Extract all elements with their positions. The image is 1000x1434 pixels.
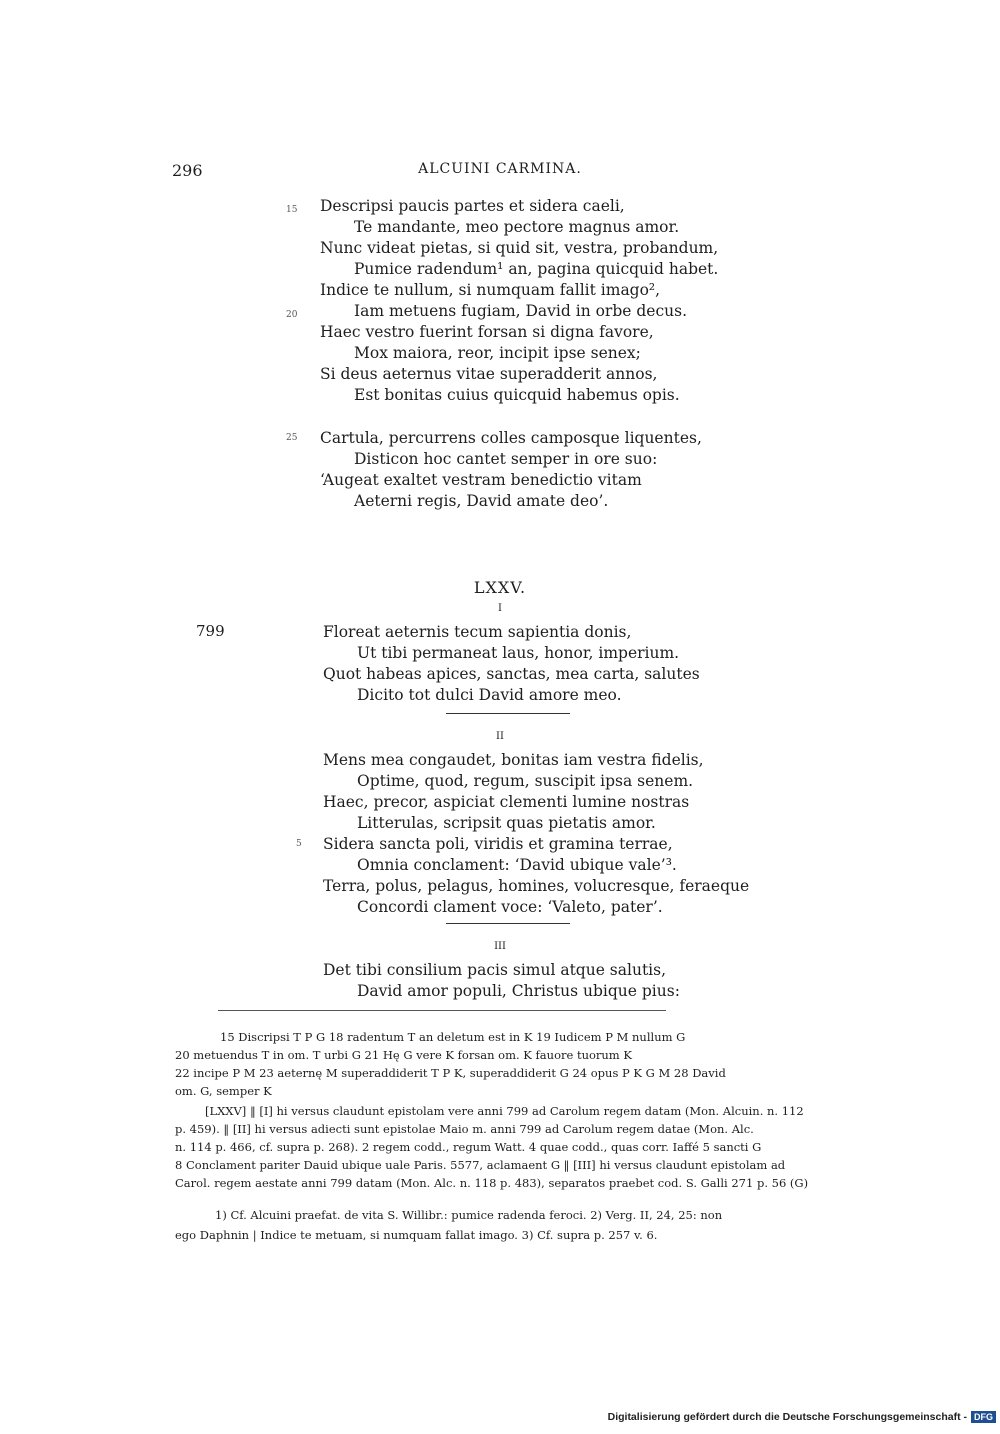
verse-line: Sidera sancta poli, viridis et gramina terrae,: [323, 835, 673, 853]
verse-line: Nunc videat pietas, si quid sit, vestra, probandum,: [320, 239, 719, 257]
verse-line: Iam metuens fugiam, David in orbe decus.: [354, 302, 688, 320]
apparatus-line: 15 Discripsi T P G 18 radentum T an deletum est in K 19 Iudicem P M nullum G: [220, 1030, 686, 1044]
section-divider: [446, 713, 570, 714]
section-divider: [446, 923, 570, 924]
verse-line: Quot habeas apices, sanctas, mea carta, salutes: [323, 665, 700, 683]
verse-line: Cartula, percurrens colles camposque liquentes,: [320, 429, 702, 447]
apparatus-line: [LXXV] ‖ [I] hi versus claudunt epistolam vere anni 799 ad Carolum regem datam (Mon. Alcuin. n. 112: [205, 1104, 804, 1118]
verse-line: Concordi clament voce: ‘Valeto, pater’.: [357, 898, 663, 916]
part-label-iii: III: [494, 941, 506, 952]
verse-line: Det tibi consilium pacis simul atque salutis,: [323, 961, 667, 979]
apparatus-line: 8 Conclament pariter Dauid ubique uale Paris. 5577, aclamaent G ‖ [III] hi versus claudunt epistolam ad: [175, 1158, 786, 1172]
footnote-line: ego Daphnin | Indice te metuam, si numquam fallat imago. 3) Cf. supra p. 257 v. 6.: [175, 1228, 658, 1242]
apparatus-line: om. G, semper K: [175, 1084, 272, 1098]
line-number-15: 15: [286, 205, 298, 215]
verse-line: Mox maiora, reor, incipit ipse senex;: [354, 344, 641, 362]
verse-line: Pumice radendum¹ an, pagina quicquid habet.: [354, 260, 719, 278]
poem-title: LXXV.: [473, 578, 527, 597]
verse-line: Haec vestro fuerint forsan si digna favore,: [320, 323, 654, 341]
apparatus-line: Carol. regem aestate anni 799 datam (Mon. Alc. n. 118 p. 483), separatos praebet cod. S. Galli 271 p. 56 (G): [175, 1176, 809, 1190]
verse-line: Omnia conclament: ‘David ubique vale’³.: [357, 856, 677, 874]
verse-line: Te mandante, meo pectore magnus amor.: [354, 218, 680, 236]
running-title: ALCUINI CARMINA.: [418, 161, 582, 177]
part-label-ii: II: [496, 731, 504, 742]
verse-line: ‘Augeat exaltet vestram benedictio vitam: [320, 471, 642, 489]
page-number: 296: [172, 161, 203, 180]
verse-line: Mens mea congaudet, bonitas iam vestra fidelis,: [323, 751, 704, 769]
digitization-credit: [608, 1411, 996, 1423]
verse-line: Ut tibi permaneat laus, honor, imperium.: [357, 644, 680, 662]
apparatus-line: n. 114 p. 466, cf. supra p. 268). 2 regem codd., regum Watt. 4 quae codd., quas corr. Iaffé 5 sancti G: [175, 1140, 762, 1154]
verse-line: Indice te nullum, si numquam fallit imago²,: [320, 281, 661, 299]
line-number-25: 25: [286, 433, 298, 443]
verse-line: David amor populi, Christus ubique pius:: [357, 982, 680, 1000]
line-number-20: 20: [286, 310, 298, 320]
dfg-logo-icon: DFG: [971, 1411, 996, 1423]
line-number-5: 5: [296, 839, 302, 849]
verse-line: Si deus aeternus vitae superadderit annos,: [320, 365, 658, 383]
credit-text: Digitalisierung gefördert durch die Deutsche Forschungsgemeinschaft -: [607, 1411, 967, 1423]
verse-line: Disticon hoc cantet semper in ore suo:: [354, 450, 658, 468]
part-label-i: I: [498, 603, 502, 614]
apparatus-divider: [218, 1010, 666, 1011]
verse-line: Floreat aeternis tecum sapientia donis,: [323, 623, 632, 641]
verse-line: Haec, precor, aspiciat clementi lumine nostras: [323, 793, 690, 811]
footnote-line: 1) Cf. Alcuini praefat. de vita S. Willibr.: pumice radenda feroci. 2) Verg. II, 24, 25: non: [215, 1208, 723, 1222]
verse-line: Dicito tot dulci David amore meo.: [357, 686, 622, 704]
apparatus-line: 20 metuendus T in om. T urbi G 21 Hę G vere K forsan om. K fauore tuorum K: [175, 1048, 632, 1062]
verse-line: Est bonitas cuius quicquid habemus opis.: [354, 386, 680, 404]
verse-line: Litterulas, scripsit quas pietatis amor.: [357, 814, 656, 832]
margin-year: 799: [196, 622, 225, 640]
apparatus-line: p. 459). ‖ [II] hi versus adiecti sunt epistolae Maio m. anni 799 ad Carolum regem datae (Mon. Alc.: [175, 1122, 754, 1136]
verse-line: Terra, polus, pelagus, homines, volucresque, feraeque: [323, 877, 750, 895]
verse-line: Aeterni regis, David amate deo’.: [354, 492, 609, 510]
verse-line: Descripsi paucis partes et sidera caeli,: [320, 197, 625, 215]
apparatus-line: 22 incipe P M 23 aeternę M superaddiderit T P K, superaddiderit G 24 opus P K G M 28 David: [175, 1066, 726, 1080]
verse-line: Optime, quod, regum, suscipit ipsa senem.: [357, 772, 694, 790]
